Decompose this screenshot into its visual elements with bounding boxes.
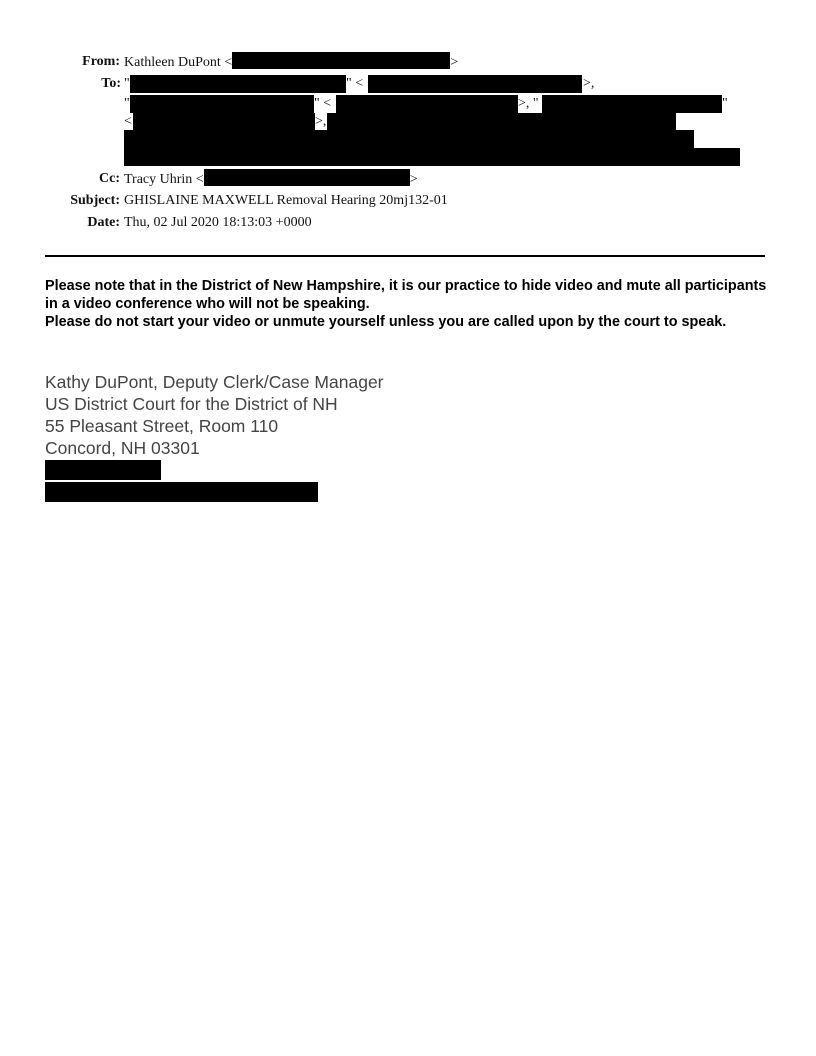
signature-name-title: Kathy DuPont, Deputy Clerk/Case Manager: [45, 372, 384, 392]
date-value: Thu, 02 Jul 2020 18:13:03 +0000: [124, 215, 312, 230]
from-value: Kathleen DuPont < >: [124, 52, 458, 73]
redaction-block: [336, 95, 518, 113]
from-name: Kathleen DuPont <: [124, 55, 233, 70]
header-divider: [45, 255, 765, 257]
notice-line-1: Please note that in the District of New Hampshire, it is our practice to hide video and mute all participants in a video conference who will not be speaking.: [45, 278, 767, 312]
to-label: To:: [101, 76, 121, 91]
signature-street: 55 Pleasant Street, Room 110: [45, 416, 279, 436]
cc-name: Tracy Uhrin <: [124, 172, 204, 187]
redaction-block: [130, 75, 346, 93]
redaction-block: [124, 148, 740, 166]
redaction-block: [232, 52, 450, 69]
redaction-block: [45, 460, 161, 480]
notice-text: [45, 277, 775, 331]
redaction-block: [133, 113, 315, 131]
redaction-block: [45, 482, 318, 502]
to-value: ": [124, 76, 130, 91]
subject-value: GHISLAINE MAXWELL Removal Hearing 20mj132-01: [124, 193, 448, 208]
redaction-block: [542, 95, 722, 113]
date-label: Date:: [87, 215, 120, 230]
redaction-block: [204, 169, 410, 186]
redaction-block: [327, 113, 676, 131]
cc-label: Cc:: [99, 171, 120, 186]
subject-label: Subject:: [70, 193, 120, 208]
redaction-block: [124, 130, 694, 148]
signature-city: Concord, NH 03301: [45, 438, 200, 458]
signature-block: [45, 371, 384, 459]
notice-line-2: Please do not start your video or unmute yourself unless you are called upon by the court to speak.: [45, 314, 727, 330]
cc-value: Tracy Uhrin < >: [124, 169, 418, 190]
redaction-block: [368, 75, 582, 93]
redaction-block: [130, 95, 314, 113]
from-label: From:: [82, 54, 120, 69]
signature-court: US District Court for the District of NH: [45, 394, 338, 414]
